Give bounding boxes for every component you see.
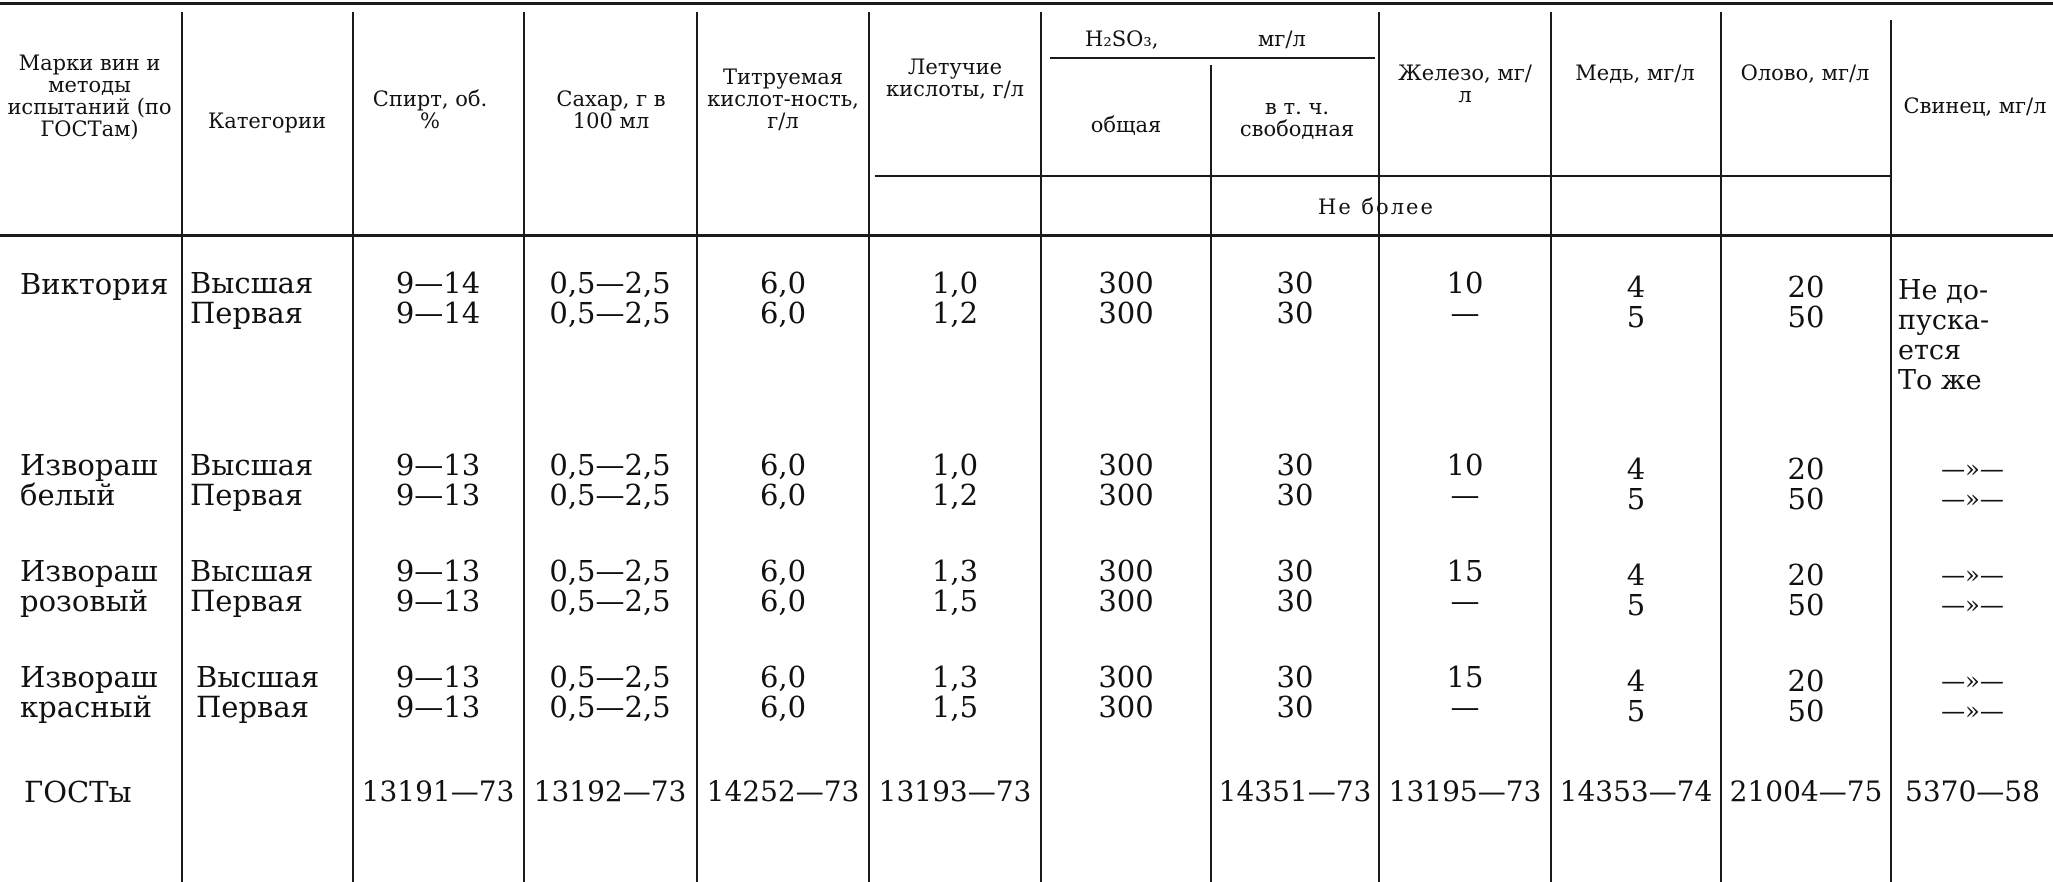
row1-tin-2: 50 — [1787, 300, 1825, 334]
row2-titr-2: 6,0 — [759, 478, 807, 512]
row1-sugar — [525, 268, 695, 328]
row3-categories — [190, 556, 313, 616]
row3-titr-1: 6,0 — [759, 554, 807, 588]
row4-lead — [1892, 666, 2053, 726]
row1-category-1: Высшая — [190, 266, 314, 300]
row4-h2so3-free — [1212, 662, 1378, 722]
row1-titr-2: 6,0 — [759, 296, 807, 330]
row3-volatile-2: 1,5 — [931, 584, 979, 618]
row3-category-2: Первая — [190, 584, 303, 618]
row1-volatile-1: 1,0 — [931, 266, 979, 300]
row3-h2so3-total-1: 300 — [1098, 554, 1154, 588]
row4-sugar-2: 0,5—2,5 — [549, 690, 671, 724]
row3-sugar-1: 0,5—2,5 — [549, 554, 671, 588]
row2-category-1: Высшая — [190, 448, 314, 482]
row3-lead-1: —»— — [1941, 561, 2004, 589]
col-divider-4 — [696, 12, 698, 882]
header-category: Категории — [208, 109, 326, 133]
row4-volatile-2: 1,5 — [931, 690, 979, 724]
row2-iron-1: 10 — [1446, 448, 1484, 482]
col-divider-1 — [181, 12, 183, 882]
row4-lead-1: —»— — [1941, 667, 2004, 695]
row2-h2so3-free-2: 30 — [1276, 478, 1314, 512]
row1-tin-1: 20 — [1787, 270, 1825, 304]
row4-brand: Извораш красный — [20, 660, 158, 724]
row4-h2so3-free-1: 30 — [1276, 660, 1314, 694]
row1-h2so3-total-2: 300 — [1098, 296, 1154, 330]
row1-lead-4: То же — [1898, 365, 1982, 396]
row3-volatile-1: 1,3 — [931, 554, 979, 588]
row2-titr-1: 6,0 — [759, 448, 807, 482]
col-divider-11 — [1890, 20, 1892, 882]
row2-lead — [1892, 454, 2053, 514]
header-lead: Свинец, мг/л — [1903, 94, 2047, 118]
row3-alcohol-2: 9—13 — [395, 584, 481, 618]
row2-copper-2: 5 — [1626, 482, 1646, 516]
row4-categories — [196, 662, 319, 722]
row4-copper-2: 5 — [1626, 694, 1646, 728]
row2-h2so3-total-1: 300 — [1098, 448, 1154, 482]
header-h2so3-formula: H₂SO₃, — [1085, 27, 1159, 51]
row1-copper-2: 5 — [1626, 300, 1646, 334]
row1-h2so3-total — [1042, 268, 1210, 328]
row4-alcohol-1: 9—13 — [395, 660, 481, 694]
header-sugar: Сахар, г в 100 мл — [556, 87, 666, 133]
row1-lead-3: ется — [1898, 335, 1962, 366]
row2-category-2: Первая — [190, 478, 303, 512]
row1-copper — [1552, 272, 1720, 332]
row2-categories — [190, 450, 313, 510]
row2-iron — [1380, 450, 1550, 510]
row3-volatile — [870, 556, 1040, 616]
row3-alcohol — [354, 556, 522, 616]
header-h2so3-unit: мг/л — [1258, 27, 1306, 51]
col-divider-5 — [868, 12, 870, 882]
row3-h2so3-free-1: 30 — [1276, 554, 1314, 588]
row2-lead-1: —»— — [1941, 455, 2004, 483]
row1-alcohol-1: 9—14 — [395, 266, 481, 300]
row4-h2so3-total-1: 300 — [1098, 660, 1154, 694]
row3-tin-2: 50 — [1787, 588, 1825, 622]
row4-sugar — [525, 662, 695, 722]
row1-iron-2: — — [1450, 296, 1480, 330]
row3-iron-1: 15 — [1446, 554, 1484, 588]
row2-tin-2: 50 — [1787, 482, 1825, 516]
row1-sugar-1: 0,5—2,5 — [549, 266, 671, 300]
row4-tin — [1722, 666, 1890, 726]
row2-sugar — [525, 450, 695, 510]
top-rule — [0, 2, 2053, 5]
row1-tin — [1722, 272, 1890, 332]
row3-tin — [1722, 560, 1890, 620]
row1-titr-1: 6,0 — [759, 266, 807, 300]
header-titr: Титруемая кислот-ность, г/л — [707, 65, 859, 133]
gost-tin: 21004—75 — [1729, 775, 1883, 808]
col-divider-6 — [1040, 12, 1042, 882]
row4-iron-1: 15 — [1446, 660, 1484, 694]
row1-titr — [698, 268, 868, 328]
header-volatile: Летучие кислоты, г/л — [886, 55, 1024, 101]
row2-h2so3-free — [1212, 450, 1378, 510]
row3-iron — [1380, 556, 1550, 616]
row2-sugar-2: 0,5—2,5 — [549, 478, 671, 512]
col-divider-9 — [1550, 12, 1552, 882]
row1-brand: Виктория — [20, 267, 169, 301]
col-divider-10 — [1720, 12, 1722, 882]
row2-copper-1: 4 — [1626, 452, 1646, 486]
row3-h2so3-free-2: 30 — [1276, 584, 1314, 618]
col-divider-8 — [1378, 12, 1380, 882]
row2-sugar-1: 0,5—2,5 — [549, 448, 671, 482]
gost-alcohol: 13191—73 — [361, 775, 515, 808]
row4-category-1: Высшая — [196, 660, 320, 694]
row2-iron-2: — — [1450, 478, 1480, 512]
row2-titr — [698, 450, 868, 510]
row4-h2so3-total-2: 300 — [1098, 690, 1154, 724]
row4-titr-2: 6,0 — [759, 690, 807, 724]
row3-h2so3-total-2: 300 — [1098, 584, 1154, 618]
gost-volatile: 13193—73 — [878, 775, 1032, 808]
header-not-more: Не более — [1318, 195, 1435, 219]
row4-tin-1: 20 — [1787, 664, 1825, 698]
row3-alcohol-1: 9—13 — [395, 554, 481, 588]
row2-volatile-1: 1,0 — [931, 448, 979, 482]
row1-lead-2: пуска- — [1898, 305, 1990, 336]
row2-h2so3-total-2: 300 — [1098, 478, 1154, 512]
row4-alcohol-2: 9—13 — [395, 690, 481, 724]
row2-lead-2: —»— — [1941, 485, 2004, 513]
row2-volatile-2: 1,2 — [931, 478, 979, 512]
row4-copper-1: 4 — [1626, 664, 1646, 698]
row4-h2so3-total — [1042, 662, 1210, 722]
header-h2so3-free: в т. ч. свободная — [1239, 95, 1355, 141]
row4-alcohol — [354, 662, 522, 722]
gost-titr: 14252—73 — [706, 775, 860, 808]
row2-alcohol-1: 9—13 — [395, 448, 481, 482]
row1-volatile — [870, 268, 1040, 328]
row1-lead — [1898, 276, 1989, 396]
row2-alcohol — [354, 450, 522, 510]
row2-h2so3-free-1: 30 — [1276, 448, 1314, 482]
row2-alcohol-2: 9—13 — [395, 478, 481, 512]
row1-h2so3-free-2: 30 — [1276, 296, 1314, 330]
row1-category-2: Первая — [190, 296, 303, 330]
header-bottom-rule — [0, 234, 2053, 237]
gost-h2so3-free: 14351—73 — [1218, 775, 1372, 808]
row1-alcohol — [354, 268, 522, 328]
row2-volatile — [870, 450, 1040, 510]
header-copper: Медь, мг/л — [1575, 61, 1695, 85]
gost-sugar: 13192—73 — [533, 775, 687, 808]
row3-lead-2: —»— — [1941, 591, 2004, 619]
row4-volatile-1: 1,3 — [931, 660, 979, 694]
row3-titr — [698, 556, 868, 616]
row3-brand: Извораш розовый — [20, 554, 158, 618]
row2-tin — [1722, 454, 1890, 514]
row4-copper — [1552, 666, 1720, 726]
row1-alcohol-2: 9—14 — [395, 296, 481, 330]
row1-lead-1: Не до- — [1898, 275, 1989, 306]
row3-h2so3-total — [1042, 556, 1210, 616]
row3-lead — [1892, 560, 2053, 620]
row2-h2so3-total — [1042, 450, 1210, 510]
header-brand: Марки вин и методы испытаний (по ГОСТам) — [7, 51, 172, 141]
row3-copper-2: 5 — [1626, 588, 1646, 622]
row2-brand: Извораш белый — [20, 448, 158, 512]
row3-category-1: Высшая — [190, 554, 314, 588]
row4-sugar-1: 0,5—2,5 — [549, 660, 671, 694]
row4-iron — [1380, 662, 1550, 722]
row4-titr-1: 6,0 — [759, 660, 807, 694]
row3-iron-2: — — [1450, 584, 1480, 618]
row1-sugar-2: 0,5—2,5 — [549, 296, 671, 330]
row3-sugar — [525, 556, 695, 616]
row1-categories — [190, 268, 313, 328]
row4-titr — [698, 662, 868, 722]
not-more-rule — [875, 175, 1890, 177]
row3-sugar-2: 0,5—2,5 — [549, 584, 671, 618]
row4-h2so3-free-2: 30 — [1276, 690, 1314, 724]
row4-volatile — [870, 662, 1040, 722]
row1-h2so3-free — [1212, 268, 1378, 328]
row4-lead-2: —»— — [1941, 697, 2004, 725]
row3-tin-1: 20 — [1787, 558, 1825, 592]
header-iron: Железо, мг/л — [1398, 61, 1532, 107]
row4-category-2: Первая — [196, 690, 309, 724]
row1-iron — [1380, 268, 1550, 328]
row1-iron-1: 10 — [1446, 266, 1484, 300]
header-tin: Олово, мг/л — [1740, 61, 1870, 85]
gost-lead: 5370—58 — [1905, 775, 2040, 808]
h2so3-underline — [1050, 57, 1375, 59]
gost-copper: 14353—74 — [1559, 775, 1713, 808]
header-alcohol: Спирт, об. % — [372, 87, 488, 133]
row3-titr-2: 6,0 — [759, 584, 807, 618]
row3-copper — [1552, 560, 1720, 620]
col-divider-3 — [523, 12, 525, 882]
gost-iron: 13195—73 — [1388, 775, 1542, 808]
row1-copper-1: 4 — [1626, 270, 1646, 304]
row1-h2so3-total-1: 300 — [1098, 266, 1154, 300]
row2-copper — [1552, 454, 1720, 514]
row4-tin-2: 50 — [1787, 694, 1825, 728]
gost-label: ГОСТы — [24, 775, 132, 809]
row1-h2so3-free-1: 30 — [1276, 266, 1314, 300]
row3-h2so3-free — [1212, 556, 1378, 616]
row3-copper-1: 4 — [1626, 558, 1646, 592]
header-h2so3-total: общая — [1090, 113, 1162, 137]
row4-iron-2: — — [1450, 690, 1480, 724]
col-divider-2 — [352, 12, 354, 882]
row2-tin-1: 20 — [1787, 452, 1825, 486]
row1-volatile-2: 1,2 — [931, 296, 979, 330]
